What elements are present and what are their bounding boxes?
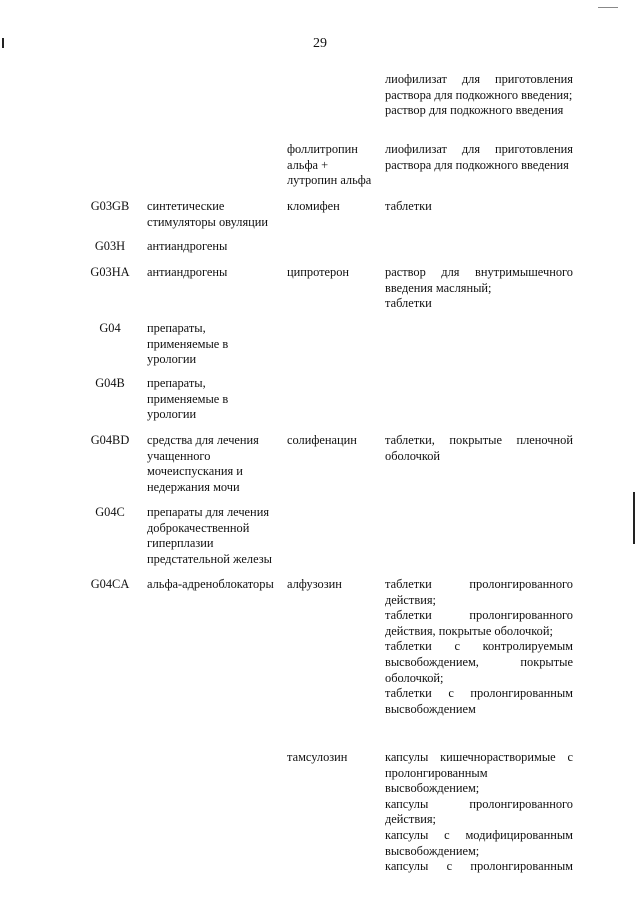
page-number: 29	[313, 36, 327, 51]
atc-group-name: препараты, применяемые в урологии	[147, 376, 229, 422]
dosage-form-line: таблетки, покрытые пленочной оболочкой	[385, 433, 573, 463]
inn-name: тамсулозин	[287, 750, 348, 764]
dosage-form-line: раствор для внутримышечного введения масляный;	[385, 265, 573, 295]
atc-group-name: препараты, применяемые в урологии	[147, 321, 229, 367]
atc-code: G03GB	[90, 199, 130, 213]
atc-code: G03H	[94, 239, 126, 253]
dosage-form-line: таблетки пролонгированного действия, покрытые оболочкой;	[385, 608, 573, 638]
dosage-form-line: таблетки с контролируемым высвобождением, покрытые оболочкой;	[385, 639, 573, 685]
inn-name: кломифен	[287, 199, 340, 213]
inn-name: фоллитропин альфа + лутропин альфа	[287, 142, 372, 188]
scan-mark-top-right	[598, 7, 618, 8]
atc-group-name: синтетические стимуляторы овуляции	[147, 199, 269, 229]
dosage-form-line: лиофилизат для приготовления раствора для подкожного введения;	[385, 72, 573, 102]
dosage-form-line: таблетки	[385, 199, 432, 213]
dosage-form-line: таблетки пролонгированного действия;	[385, 577, 573, 607]
atc-group-name: антиандрогены	[147, 265, 228, 279]
dosage-forms	[385, 142, 573, 173]
dosage-form-line: капсулы пролонгированного действия;	[385, 796, 573, 827]
dosage-forms	[385, 577, 573, 717]
atc-code: G04	[99, 321, 121, 335]
dosage-form-line: капсулы кишечнорастворимые с пролонгированным высвобождением;	[385, 750, 573, 796]
dosage-form-line: лиофилизат для приготовления раствора для подкожного введения	[385, 142, 573, 172]
atc-code: G04CA	[90, 577, 130, 591]
inn-name: солифенацин	[287, 433, 357, 447]
dosage-forms	[385, 265, 573, 312]
scan-mark-right-edge	[633, 492, 635, 544]
atc-code: G04C	[95, 505, 125, 519]
atc-group-name: препараты для лечения доброкачественной гиперплазии предстательной железы	[147, 505, 272, 566]
dosage-forms	[385, 199, 573, 215]
dosage-form-line: раствор для подкожного введения	[385, 103, 564, 118]
dosage-forms	[385, 750, 573, 875]
dosage-form-line: капсулы с модифицированным высвобождением;	[385, 827, 573, 858]
atc-group-name: средства для лечения учащенного мочеиспускания и недержания мочи	[147, 433, 259, 494]
dosage-form-line: капсулы с пролонгированным	[385, 859, 573, 874]
atc-code: G04B	[95, 376, 125, 390]
dosage-form-line: таблетки с пролонгированным высвобождением	[385, 686, 573, 716]
inn-name: алфузозин	[287, 577, 342, 591]
inn-name: ципротерон	[287, 265, 350, 279]
dosage-forms	[385, 72, 573, 119]
dosage-forms	[385, 433, 573, 464]
dosage-form-line: таблетки	[385, 296, 432, 311]
atc-code: G04BD	[90, 433, 130, 447]
atc-code: G03HA	[90, 265, 130, 279]
atc-group-name: антиандрогены	[147, 239, 228, 253]
atc-group-name: альфа-адреноблокаторы	[147, 577, 274, 591]
